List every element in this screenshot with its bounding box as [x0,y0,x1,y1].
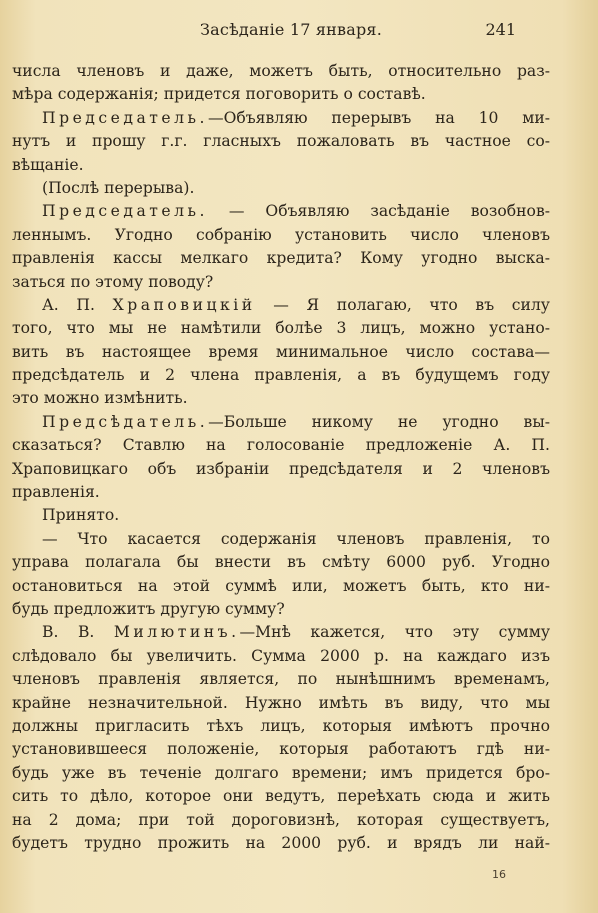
text-line [12,341,550,364]
text-line [12,621,550,644]
text-line [12,130,550,153]
text-line [12,458,550,481]
line-text: остановиться на этой суммѣ или, можетъ быть, кто ни- [12,576,550,595]
text-line [12,387,550,410]
line-text: вѣщаніе. [12,155,84,174]
text-line [12,60,550,83]
line-text: правленія. [12,483,100,502]
text-line [12,645,550,668]
text-line [12,715,550,738]
running-title: Засѣданіе 17 января. [200,20,383,39]
line-text: правленія кассы мелкаго кредита? Кому угодно выска- [12,249,550,268]
text-line [12,411,550,434]
line-text: (Послѣ перерыва). [42,178,195,197]
line-text: должны пригласить тѣхъ лицъ, которыя имѣютъ прочно [12,716,550,735]
speaker-name: Председатель. [42,108,208,127]
text-line [12,224,550,247]
line-text: на 2 дома; при той дороговизнѣ, которая существуетъ, [12,810,550,829]
speaker-name: Председатель. [42,202,208,221]
line-text: заться по этому поводу? [12,272,214,291]
text-line [12,247,550,270]
line-text: —Больше никому не угодно вы- [208,412,550,431]
speaker-name: Храповицкій [112,295,256,314]
speaker-name: Милютинъ. [113,623,240,642]
signature-mark: 16 [492,868,506,881]
text-line [12,434,550,457]
text-line [12,551,550,574]
line-text: будь уже въ теченіе долгаго времени; имъ придется бро- [12,763,550,782]
line-text: это можно измѣнить. [12,389,188,408]
text-line [12,809,550,832]
speaker-initials: В. В. [42,623,114,642]
line-text: леннымъ. Угодно собранію установить число членовъ [12,225,550,244]
text-line [12,738,550,761]
text-line [12,317,550,340]
line-text: будетъ трудно прожить на 2000 руб. и врядъ ли най- [12,833,550,852]
line-text: вить въ настоящее время минимальное число состава— [12,342,550,361]
line-text: сказаться? Ставлю на голосованіе предложеніе А. П. [12,436,550,455]
line-text: крайне незначительной. Нужно имѣть въ виду, что мы [12,693,550,712]
text-line [12,177,550,200]
text-line [12,107,550,130]
text-line [12,294,550,317]
line-text: предсѣдатель и 2 члена правленія, а въ будущемъ году [12,366,550,385]
line-text: сить то дѣло, которое они ведутъ, переѣхать сюда и жить [12,787,550,806]
text-line [12,504,550,527]
line-text: —Объявляю перерывъ на 10 ми- [207,108,550,127]
text-line [12,364,550,387]
speaker-name: Предсѣдатель. [42,412,209,431]
line-text: мѣра содержанія; придется поговорить о составѣ. [12,85,426,104]
line-text: —Мнѣ кажется, что эту сумму [239,623,550,642]
line-text: нутъ и прошу г.г. гласныхъ пожаловать въ частное со- [12,132,550,151]
text-line [12,832,550,855]
line-text: Принято. [42,506,120,525]
text-line [12,83,550,106]
line-text: — Что касается содержанія членовъ правленія, то [42,529,550,548]
line-text: будь предложитъ другую сумму? [12,599,285,618]
text-line [12,785,550,808]
text-line [12,528,550,551]
text-line [12,762,550,785]
line-text: слѣдовало бы увеличить. Сумма 2000 р. на каждаго изъ [12,646,550,665]
text-line [12,668,550,691]
body-text [12,60,550,855]
text-line [12,692,550,715]
text-line [12,575,550,598]
line-text: членовъ правленія является, по нынѣшнимъ временамъ, [12,670,550,689]
text-line [12,154,550,177]
page-number: 241 [485,20,516,39]
line-text: установившееся положеніе, которыя работаютъ гдѣ ни- [12,740,550,759]
line-text: — Объявляю засѣданіе возобнов- [207,202,550,221]
text-line [12,598,550,621]
line-text: управа полагала бы внести въ смѣту 6000 руб. Угодно [12,553,550,572]
text-line [12,271,550,294]
speaker-initials: А. П. [42,295,113,314]
line-text: того, что мы не намѣтили болѣе 3 лицъ, можно устано- [12,319,550,338]
line-text: Храповицкаго объ избраніи предсѣдателя и 2 членовъ [12,459,550,478]
text-line [12,200,550,223]
line-text: — Я полагаю, что въ силу [255,295,550,314]
page-header [0,20,598,42]
text-line [12,481,550,504]
line-text: числа членовъ и даже, можетъ быть, относительно раз- [12,62,550,80]
